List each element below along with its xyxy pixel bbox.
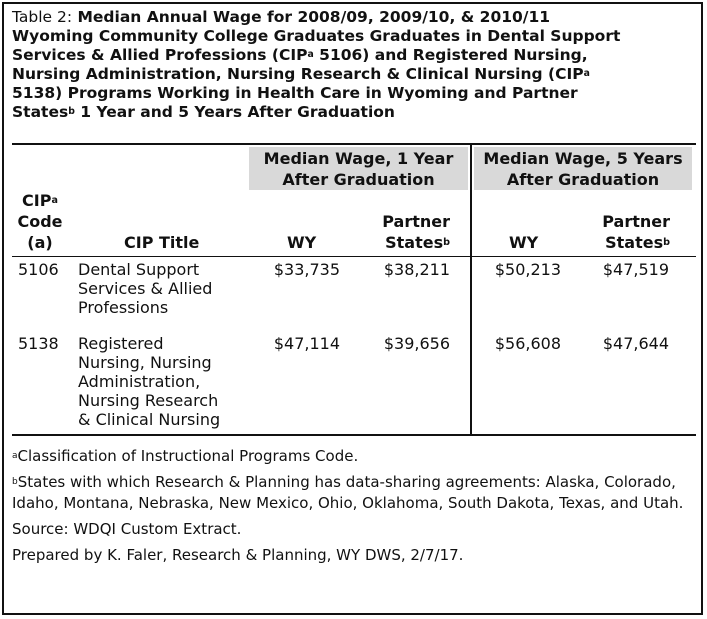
title-line-3a: Services & Allied Professions (CIP <box>12 46 308 64</box>
header-wy-1yr: WY <box>287 233 317 252</box>
title-line-6b: 1 Year and 5 Years After Graduation <box>74 103 395 121</box>
group1-line1: Median Wage, 1 Year <box>263 149 454 168</box>
rule-header <box>12 256 696 257</box>
header-cip-code: CIP$^a$ Code (a) <box>17 191 63 252</box>
cell-code: 5138 <box>18 334 59 353</box>
title-line-6a: States <box>12 103 69 121</box>
title-prefix: Table 2: <box>12 8 73 26</box>
group2-line2: After Graduation <box>506 170 660 189</box>
cell-wy-5yr: $56,608 <box>494 334 561 353</box>
table-title <box>12 8 696 122</box>
cell-wy-1yr: $33,735 <box>273 260 340 279</box>
title-line-5: 5138) Programs Working in Health Care in Wyoming and Partner <box>12 84 578 102</box>
title-line-2: Wyoming Community College Graduates Graduates in Dental Support <box>12 27 621 45</box>
title-line-1: Median Annual Wage for 2008/09, 2009/10, & 2010/11 <box>77 8 551 26</box>
cell-partner-1yr: $39,656 <box>383 334 450 353</box>
footnote-b: $^b$States with which Research & Planning has data-sharing agreements: Alaska, Colorado, Idaho, Montana, Nebraska, New Mexico, Ohio, Oklahoma, South Dakota, Texas, and Utah. <box>12 473 684 512</box>
footnotes <box>12 446 696 571</box>
source-note: Source: WDQI Custom Extract. <box>12 520 242 538</box>
cell-wy-5yr: $50,213 <box>494 260 561 279</box>
rule-top <box>12 143 696 145</box>
cell-code: 5106 <box>18 260 59 279</box>
title-line-4: Nursing Administration, Nursing Research & Clinical Nursing (CIP <box>12 65 584 83</box>
header-group-5-years <box>474 147 692 190</box>
cell-partner-5yr: $47,644 <box>602 334 669 353</box>
group1-line2: After Graduation <box>282 170 435 189</box>
cell-title: Registered Nursing, Nursing Administration, Nursing Research & Clinical Nursing <box>78 334 221 429</box>
header-wy-5yr: WY <box>509 233 539 252</box>
header-partner-5yr: Partner States$^b$ <box>602 212 670 252</box>
header-cip-title: CIP Title <box>124 233 200 252</box>
title-sup-a2: a <box>583 67 590 79</box>
cell-wy-1yr: $47,114 <box>273 334 340 353</box>
cell-title: Dental Support Services & Allied Professions <box>78 260 213 317</box>
footnote-a: $^a$Classification of Instructional Programs Code. <box>12 447 359 465</box>
header-group-1-year <box>249 147 468 190</box>
title-line-3b: 5106) and Registered Nursing, <box>313 46 588 64</box>
title-sup-a1: a <box>307 48 314 60</box>
prepared-note: Prepared by K. Faler, Research & Planning, WY DWS, 2/7/17. <box>12 546 464 564</box>
title-sup-b: b <box>68 105 75 117</box>
rule-bottom <box>12 434 696 436</box>
cell-partner-5yr: $47,519 <box>602 260 669 279</box>
group2-line1: Median Wage, 5 Years <box>483 149 683 168</box>
header-partner-1yr: Partner States$^b$ <box>382 212 450 252</box>
cell-partner-1yr: $38,211 <box>383 260 450 279</box>
column-divider <box>470 145 472 436</box>
